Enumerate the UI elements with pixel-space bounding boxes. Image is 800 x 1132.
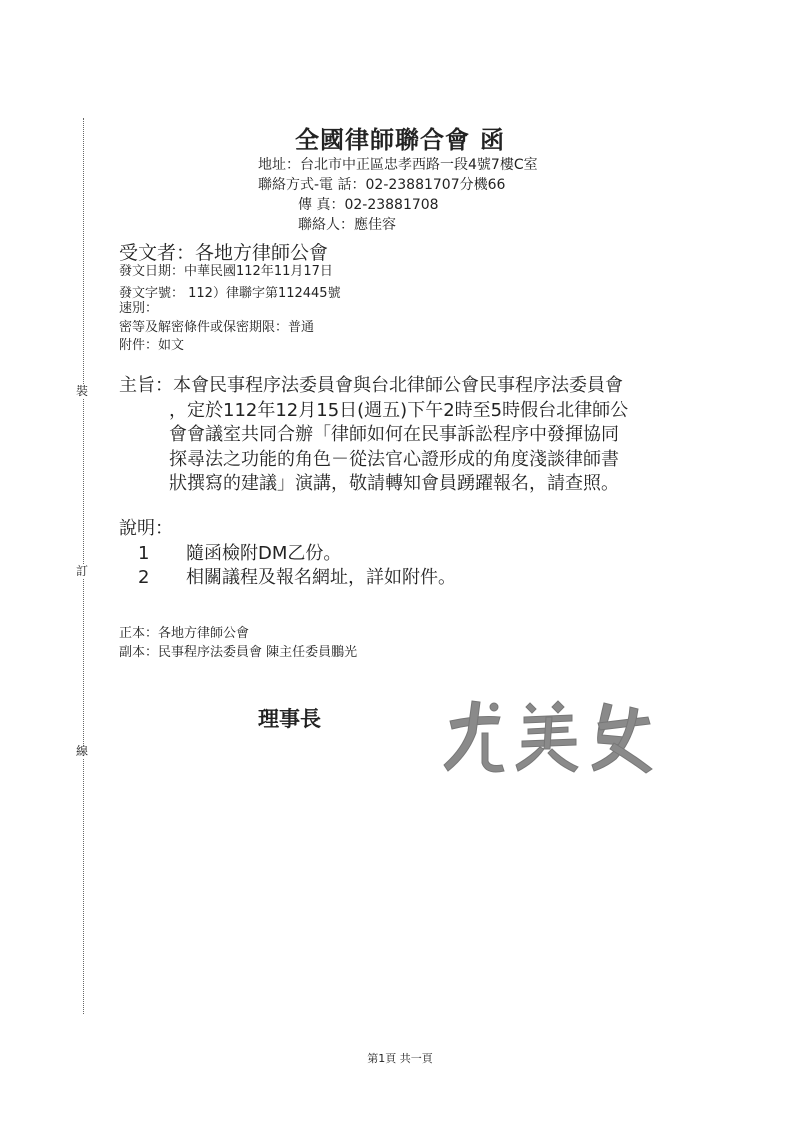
- issue-date: 發文日期：中華民國112年11月17日: [119, 264, 333, 279]
- item-number: 1: [138, 543, 150, 564]
- item-text: 相關議程及報名網址，詳如附件。: [186, 567, 456, 588]
- chairperson-title: 理事長: [258, 707, 321, 731]
- original-recipients: 正本：各地方律師公會: [119, 626, 250, 641]
- description-item: [138, 539, 341, 565]
- binding-mark-ding: 訂: [76, 564, 89, 578]
- sender-fax: 傳 真：02-23881708: [298, 197, 439, 213]
- page-footer: 第1頁 共一頁: [367, 1052, 433, 1065]
- subject-line: 會會議室共同合辦「律師如何在民事訴訟程序中發揮協同: [169, 424, 619, 445]
- signature-seal: [438, 693, 663, 775]
- delivery-speed: 速別：: [119, 301, 159, 316]
- document-title: [0, 120, 800, 155]
- description-item: [138, 563, 456, 589]
- title-org: 全國律師聯合會: [295, 126, 470, 154]
- binding-mark-zhuang: 裝: [76, 384, 89, 398]
- sender-address: 地址：台北市中正區忠孝西路一段4號7樓C室: [258, 157, 538, 173]
- document-number: 發文字號： 112）律聯字第112445號: [119, 286, 341, 301]
- subject-line: 狀撰寫的建議」演講，敬請轉知會員踴躍報名，請查照。: [169, 473, 619, 494]
- subject-block: [119, 374, 628, 497]
- subject-line: 主旨：本會民事程序法委員會與台北律師公會民事程序法委員會: [119, 375, 623, 396]
- copy-recipients: 副本：民事程序法委員會 陳主任委員鵬光: [119, 645, 358, 660]
- recipient: 受文者：各地方律師公會: [119, 242, 329, 264]
- item-number: 2: [138, 567, 150, 588]
- binding-mark-xian: 線: [76, 744, 89, 758]
- attachment-note: 附件：如文: [119, 338, 185, 353]
- sender-phone: 聯絡方式-電 話：02-23881707分機66: [258, 177, 506, 193]
- secrecy-level: 密等及解密條件或保密期限：普通: [119, 320, 315, 335]
- subject-line: ，定於112年12月15日(週五)下午2時至5時假台北律師公: [169, 399, 629, 421]
- sender-contact: 聯絡人：應佳容: [298, 217, 396, 233]
- title-type: 函: [480, 126, 505, 154]
- subject-line: 探尋法之功能的角色－從法官心證形成的角度淺談律師書: [169, 448, 619, 470]
- description-heading: 說明：: [119, 518, 173, 539]
- item-text: 隨函檢附DM乙份。: [186, 543, 342, 564]
